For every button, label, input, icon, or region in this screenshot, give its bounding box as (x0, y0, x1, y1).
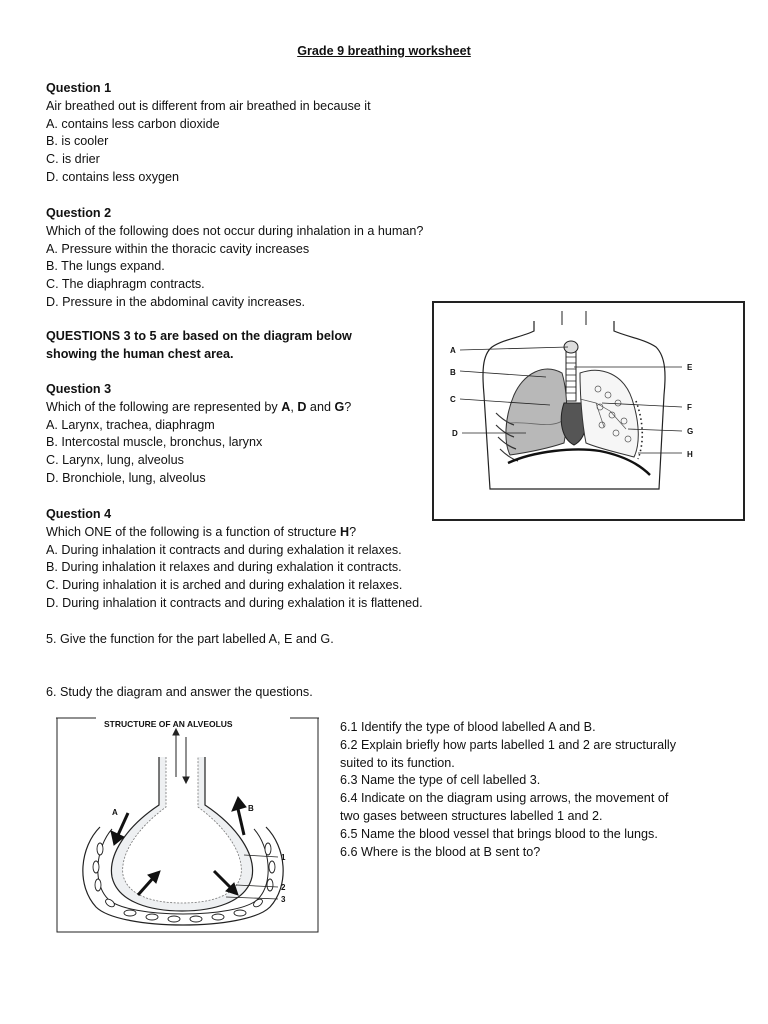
trachea (566, 351, 576, 401)
questions-3-5-intro (46, 328, 352, 364)
question-text: 5. Give the function for the part labelled A, E and G. (46, 632, 334, 646)
question-heading: Question 3 (46, 382, 112, 396)
question-1 (46, 80, 371, 187)
alveolus-label-1: 1 (281, 853, 286, 862)
left-lung (506, 369, 567, 455)
sub-question: 6.1 Identify the type of blood labelled A and B. (340, 720, 596, 734)
chest-label-b: B (450, 368, 456, 377)
stem-label-h: H (340, 524, 350, 539)
question-6-intro (46, 684, 313, 702)
question-stem: Air breathed out is different from air breathed in because it (46, 98, 371, 113)
sub-question: 6.5 Name the blood vessel that brings blood to the lungs. (340, 826, 658, 841)
stem-text: ? (344, 399, 352, 414)
chest-label-e: E (687, 363, 693, 372)
page-title: Grade 9 breathing worksheet (297, 44, 471, 58)
stem-text: Which ONE of the following is a function of structure (46, 524, 340, 539)
chest-label-g: G (687, 427, 694, 436)
question-6-items (340, 719, 740, 861)
stem-label-a: A (281, 399, 291, 414)
alveolus-label-a: A (112, 808, 118, 817)
question-heading: Question 2 (46, 206, 112, 220)
sub-question: suited to its function. (340, 755, 455, 770)
answer-option: B. During inhalation it relaxes and during exhalation it contracts. (46, 560, 402, 575)
stem-text: and (306, 399, 335, 414)
question-3 (46, 381, 351, 488)
answer-option: A. Larynx, trachea, diaphragm (46, 417, 215, 432)
answer-option: B. is cooler (46, 134, 109, 149)
answer-option: C. is drier (46, 152, 100, 167)
answer-option: A. contains less carbon dioxide (46, 116, 220, 131)
chest-label-a: A (450, 346, 456, 355)
alveolus-label-2: 2 (281, 883, 286, 892)
answer-option: D. Pressure in the abdominal cavity increases. (46, 294, 305, 309)
alveolus-label-3: 3 (281, 895, 286, 904)
sub-question: 6.4 Indicate on the diagram using arrows, the movement of (340, 791, 669, 806)
chest-diagram (432, 301, 745, 521)
sub-question: 6.2 Explain briefly how parts labelled 1 and 2 are structurally (340, 737, 677, 752)
chest-label-h: H (687, 450, 693, 459)
stem-label-d: D (297, 399, 307, 414)
question-heading: Question 1 (46, 81, 112, 95)
question-4 (46, 506, 423, 613)
answer-option: B. Intercostal muscle, bronchus, larynx (46, 435, 263, 450)
chest-label-f: F (687, 403, 692, 412)
question-stem (46, 399, 351, 417)
answer-option: C. The diaphragm contracts. (46, 277, 205, 292)
question-2 (46, 205, 423, 312)
intro-line: showing the human chest area. (46, 346, 234, 361)
alveolus-label-b: B (248, 804, 254, 813)
question-stem: Which of the following does not occur during inhalation in a human? (46, 223, 424, 238)
answer-option: D. Bronchiole, lung, alveolus (46, 470, 206, 485)
chest-label-c: C (450, 395, 456, 404)
stem-text: Which of the following are represented by (46, 399, 282, 414)
question-text: 6. Study the diagram and answer the questions. (46, 685, 313, 699)
stem-text: , (290, 399, 298, 414)
answer-option: A. Pressure within the thoracic cavity increases (46, 241, 310, 256)
question-stem (46, 524, 423, 542)
alveolus-illustration (56, 717, 319, 933)
stem-label-g: G (334, 399, 345, 414)
intro-line: QUESTIONS 3 to 5 are based on the diagram below (46, 329, 352, 343)
answer-option: D. During inhalation it contracts and during exhalation it is flattened. (46, 595, 423, 610)
answer-option: C. Larynx, lung, alveolus (46, 453, 184, 468)
alveolus-diagram (56, 717, 319, 933)
sub-question: two gases between structures labelled 1 and 2. (340, 808, 603, 823)
answer-option: A. During inhalation it contracts and during exhalation it relaxes. (46, 542, 402, 557)
answer-option: B. The lungs expand. (46, 259, 165, 274)
sub-question: 6.6 Where is the blood at B sent to? (340, 844, 541, 859)
answer-option: D. contains less oxygen (46, 169, 180, 184)
stem-text: ? (349, 524, 357, 539)
question-5 (46, 631, 334, 649)
alveolus-caption: STRUCTURE OF AN ALVEOLUS (104, 719, 233, 729)
chest-illustration (434, 303, 743, 519)
answer-option: C. During inhalation it is arched and during exhalation it relaxes. (46, 578, 403, 593)
neck (562, 311, 586, 325)
chest-label-d: D (452, 429, 458, 438)
question-heading: Question 4 (46, 507, 112, 521)
sub-question: 6.3 Name the type of cell labelled 3. (340, 773, 541, 788)
